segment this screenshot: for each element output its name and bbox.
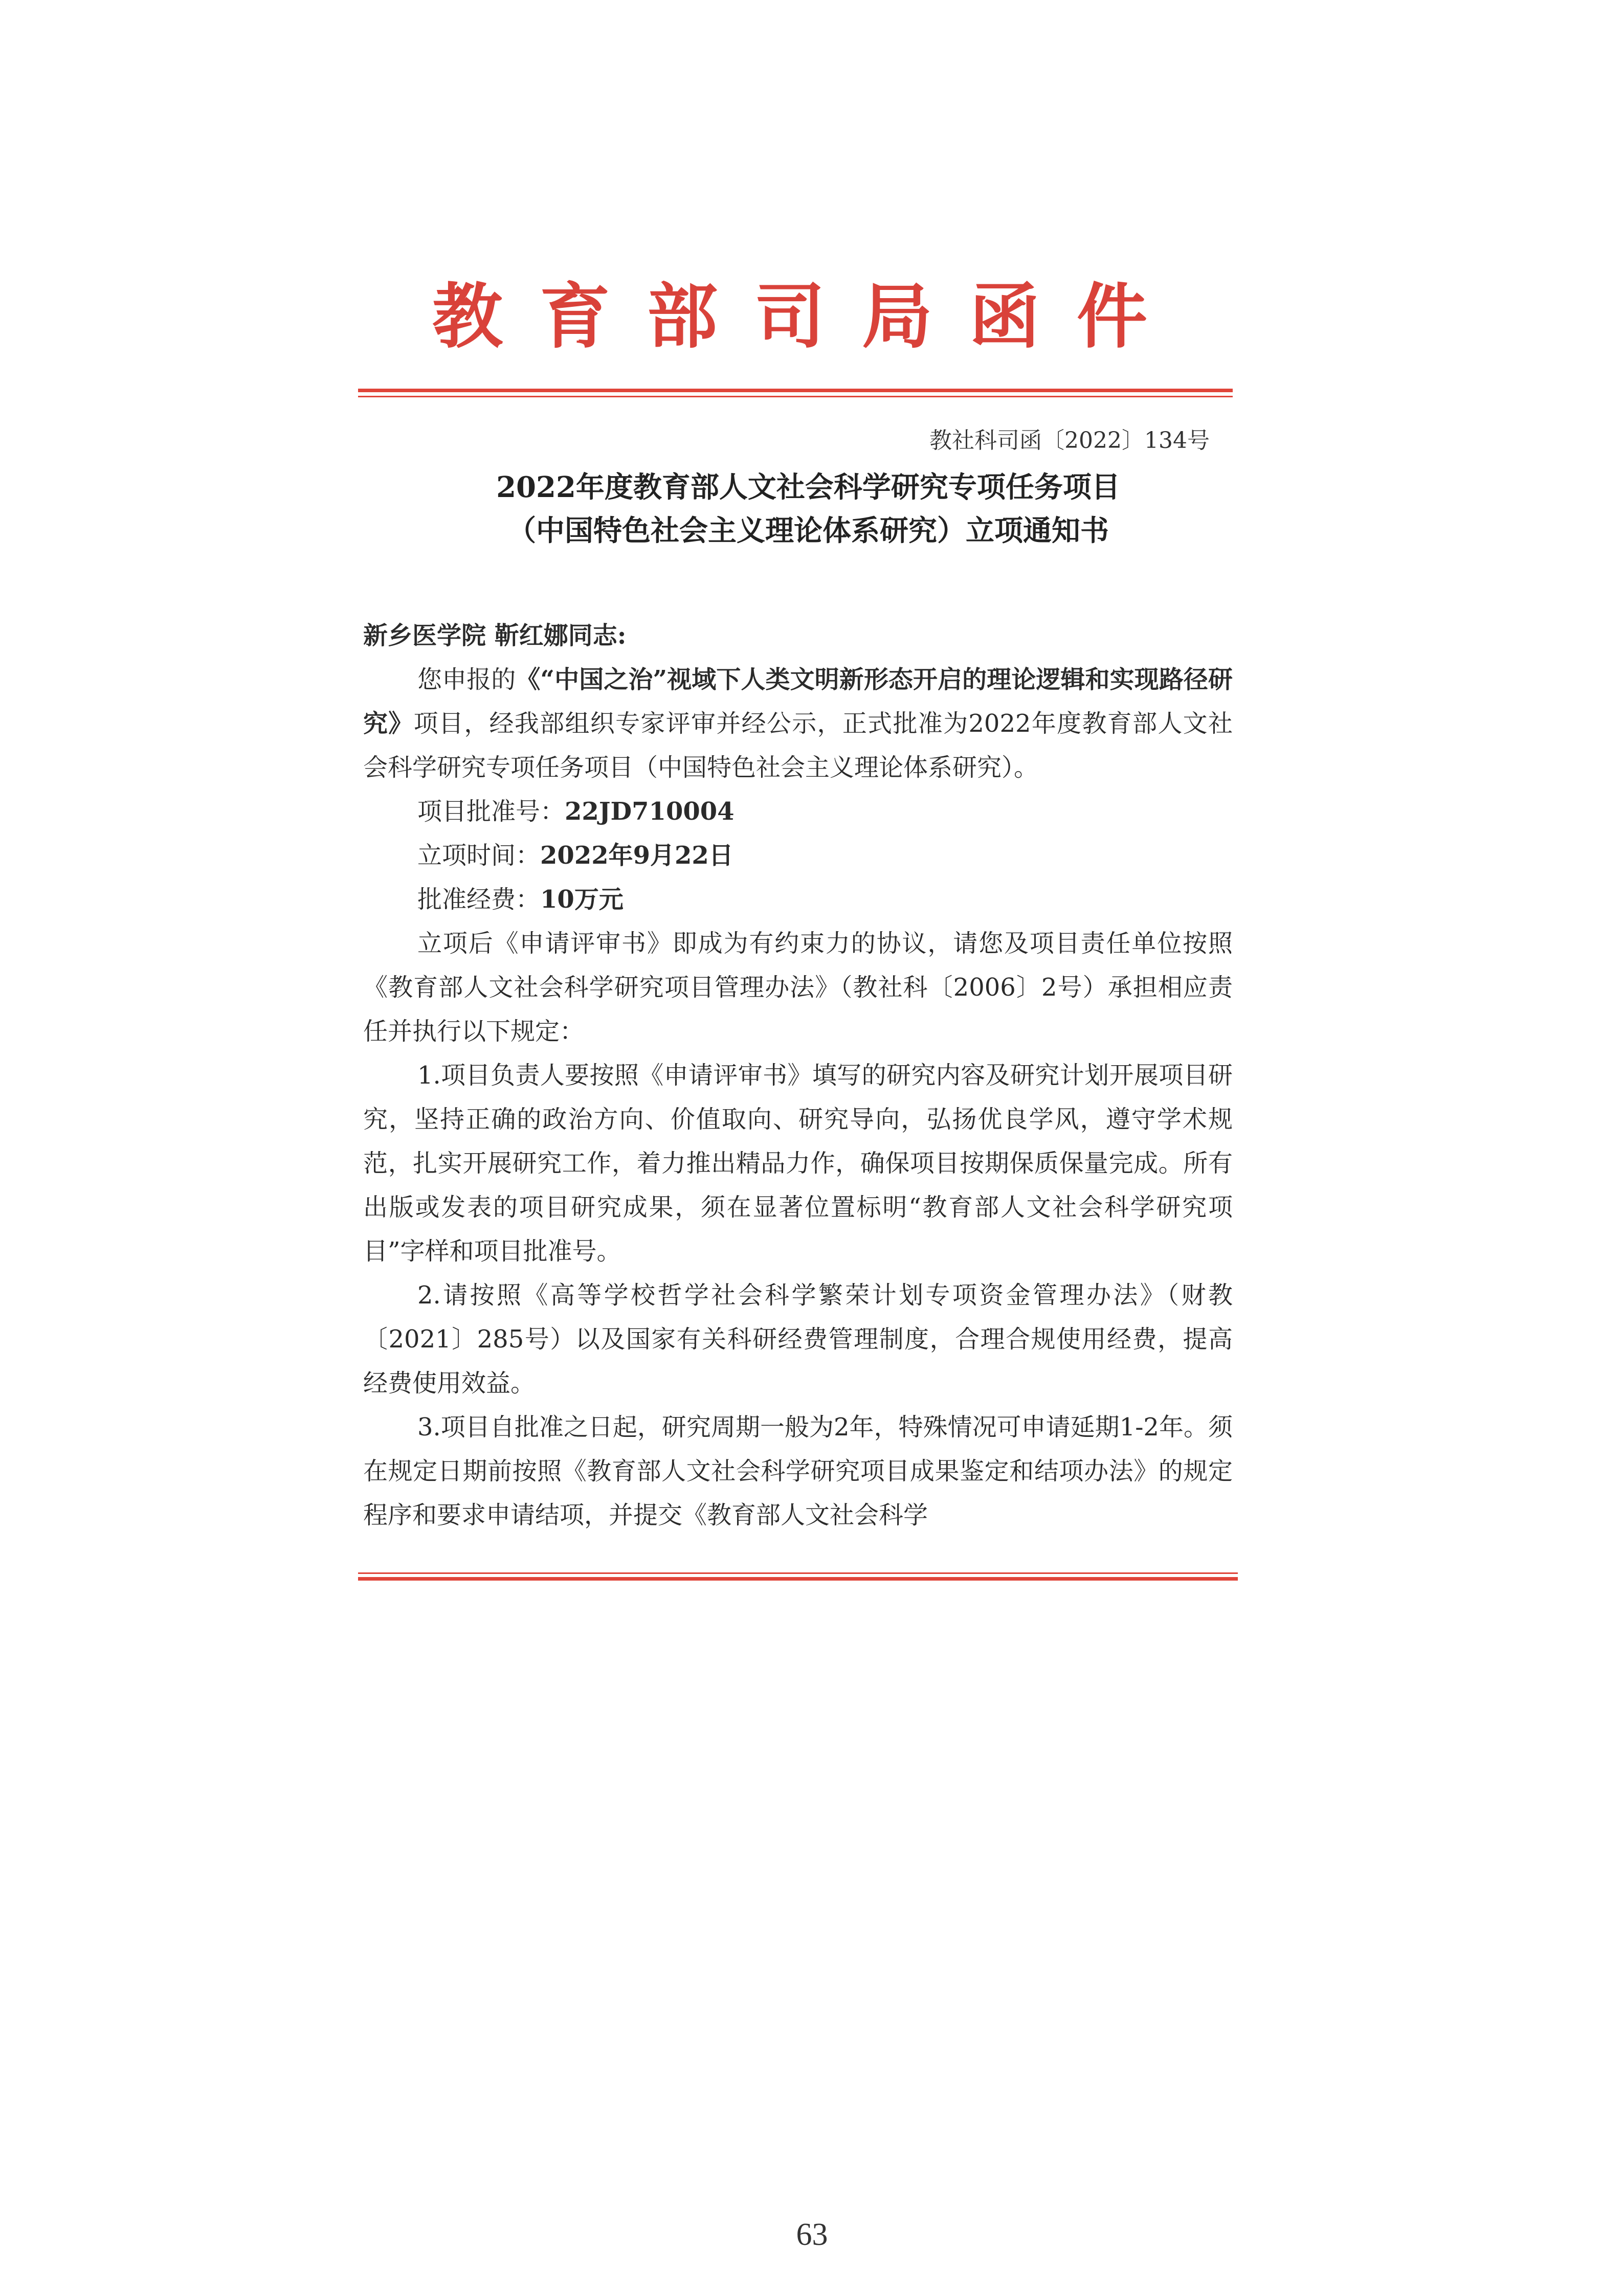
- funding-amount: 10万元: [540, 885, 624, 914]
- funding-line: [363, 877, 1233, 921]
- letter-body: [363, 614, 1233, 1537]
- title-line-2: （中国特色社会主义理论体系研究）立项通知书: [507, 514, 1109, 548]
- approval-date: 2022年9月22日: [540, 841, 733, 870]
- title-line-1: 2022年度教育部人文社会科学研究专项任务项目: [496, 470, 1120, 504]
- paragraph: 2.请按照《高等学校哲学社会科学繁荣计划专项资金管理办法》（财教〔2021〕285号）以及国家有关科研经费管理制度，合理合规使用经费，提高经费使用效益。: [363, 1281, 1233, 1398]
- approval-number-line: [363, 790, 1233, 834]
- footer-rule-thin: [358, 1572, 1238, 1574]
- intro-rest: 项目，经我部组织专家评审并经公示，正式批准为2022年度教育部人文社会科学研究专项任务项目（中国特色社会主义理论体系研究）。: [363, 709, 1233, 782]
- footer-rule-thick: [358, 1577, 1238, 1581]
- paragraph: 1.项目负责人要按照《申请评审书》填写的研究内容及研究计划开展项目研究，坚持正确的政治方向、价值取向、研究导向，弘扬优良学风，遵守学术规范，扎实开展研究工作，着力推出精品力作，确保项目按期保质保量完成。所有出版或发表的项目研究成果，须在显著位置标明“教育部人文社会科学研究项目”字样和项目批准号。: [363, 1061, 1233, 1266]
- intro-lead: 您申报的: [417, 665, 516, 694]
- field-label: 批准经费：: [417, 885, 541, 914]
- project-name: 《“中国之治”视域下人类文明新形态开启的理论逻辑和实现路径研究》: [363, 665, 1233, 738]
- header-rule-thin: [358, 396, 1233, 397]
- paragraph: 立项后《申请评审书》即成为有约束力的协议，请您及项目责任单位按照《教育部人文社会科学研究项目管理办法》（教社科〔2006〕2号）承担相应责任并执行以下规定：: [363, 929, 1233, 1046]
- paragraph: 3.项目自批准之日起，研究周期一般为2年，特殊情况可申请延期1-2年。须在规定日期前按照《教育部人文社会科学研究项目成果鉴定和结项办法》的规定程序和要求申请结项，并提交《教育部人文社会科学: [363, 1413, 1233, 1529]
- addressee: 新乡医学院 靳红娜同志:: [363, 621, 627, 650]
- approval-date-line: [363, 834, 1233, 877]
- field-label: 项目批准号：: [417, 797, 565, 826]
- document-number: 教社科司函〔2022〕134号: [929, 427, 1210, 454]
- masthead-title: 教育部司局函件: [432, 275, 1184, 358]
- page-number: 63: [796, 2217, 828, 2252]
- header-rule-thick: [358, 389, 1233, 392]
- intro-paragraph: [363, 658, 1233, 790]
- field-label: 立项时间：: [417, 841, 541, 870]
- approval-number: 22JD710004: [565, 797, 735, 826]
